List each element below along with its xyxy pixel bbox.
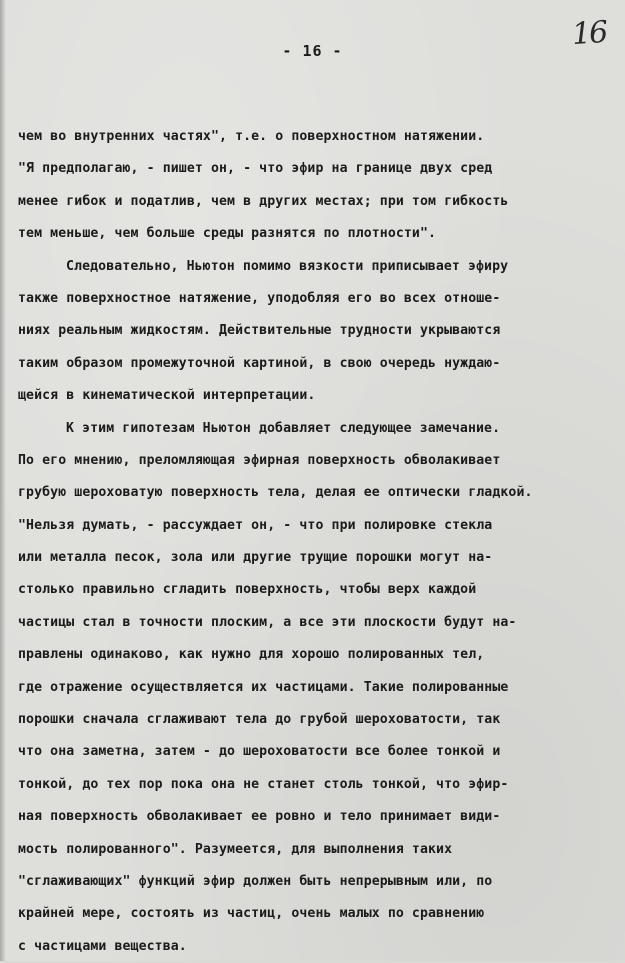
text-line: порошки сначала сглаживают тела до грубой шероховатости, так [18,712,501,728]
text-line: Следовательно, Ньютон помимо вязкости приписывает эфиру [66,258,509,274]
text-line: ная поверхность обволакивает ее ровно и тело принимает види- [18,809,501,825]
text-line: правлены одинаково, как нужно для хорошо полированных тел, [18,647,485,663]
text-line: или металла песок, зола или другие трущие порошки могут на- [18,550,493,566]
text-line: столько правильно сгладить поверхность, чтобы верх каждой [18,582,477,598]
handwritten-page-number: 16 [570,14,608,53]
page-number: - 16 - [282,42,343,60]
text-line: что она заметна, затем - до шероховатости все более тонкой и [18,744,501,760]
text-line: тонкой, до тех пор пока она не станет столь тонкой, что эфир- [18,776,509,792]
text-line: "Я предполагаю, - пишет он, - что эфир на границе двух сред [18,161,493,177]
text-line: По его мнению, преломляющая эфирная поверхность обволакивает [18,452,501,468]
text-line: менее гибок и податлив, чем в других местах; при том гибкость [18,193,509,209]
text-line: "сглаживающих" функций эфир должен быть непрерывным или, по [18,873,493,889]
body-text [18,121,616,963]
text-line: с частицами вещества. [18,938,187,954]
page-edge-shadow [0,0,6,961]
text-line: тем меньше, чем больше среды разнятся по плотности". [18,226,437,242]
text-line: чем во внутренних частях", т.е. о поверхностном натяжении. [18,129,485,144]
text-line: где отражение осуществляется их частицами. Такие полированные [18,679,509,695]
text-line: мость полированного". Разумеется, для выполнения таких [18,841,453,857]
text-line: грубую шероховатую поверхность тела, делая ее оптически гладкой. [18,485,533,501]
text-line: "Нельзя думать, - рассуждает он, - что при полировке стекла [18,517,493,533]
text-line: К этим гипотезам Ньютон добавляет следующее замечание. [66,420,501,436]
text-line: ниях реальным жидкостям. Действительные трудности укрываются [18,323,501,339]
text-line: крайней мере, состоять из частиц, очень малых по сравнению [18,906,485,922]
text-line: также поверхностное натяжение, уподобляя его во всех отноше- [18,290,501,306]
text-line: частицы стал в точности плоским, а все эти плоскости будут на- [18,614,517,630]
text-line: щейся в кинематической интерпретации. [18,388,316,404]
text-line: таким образом промежуточной картиной, в свою очередь нуждаю- [18,355,501,371]
